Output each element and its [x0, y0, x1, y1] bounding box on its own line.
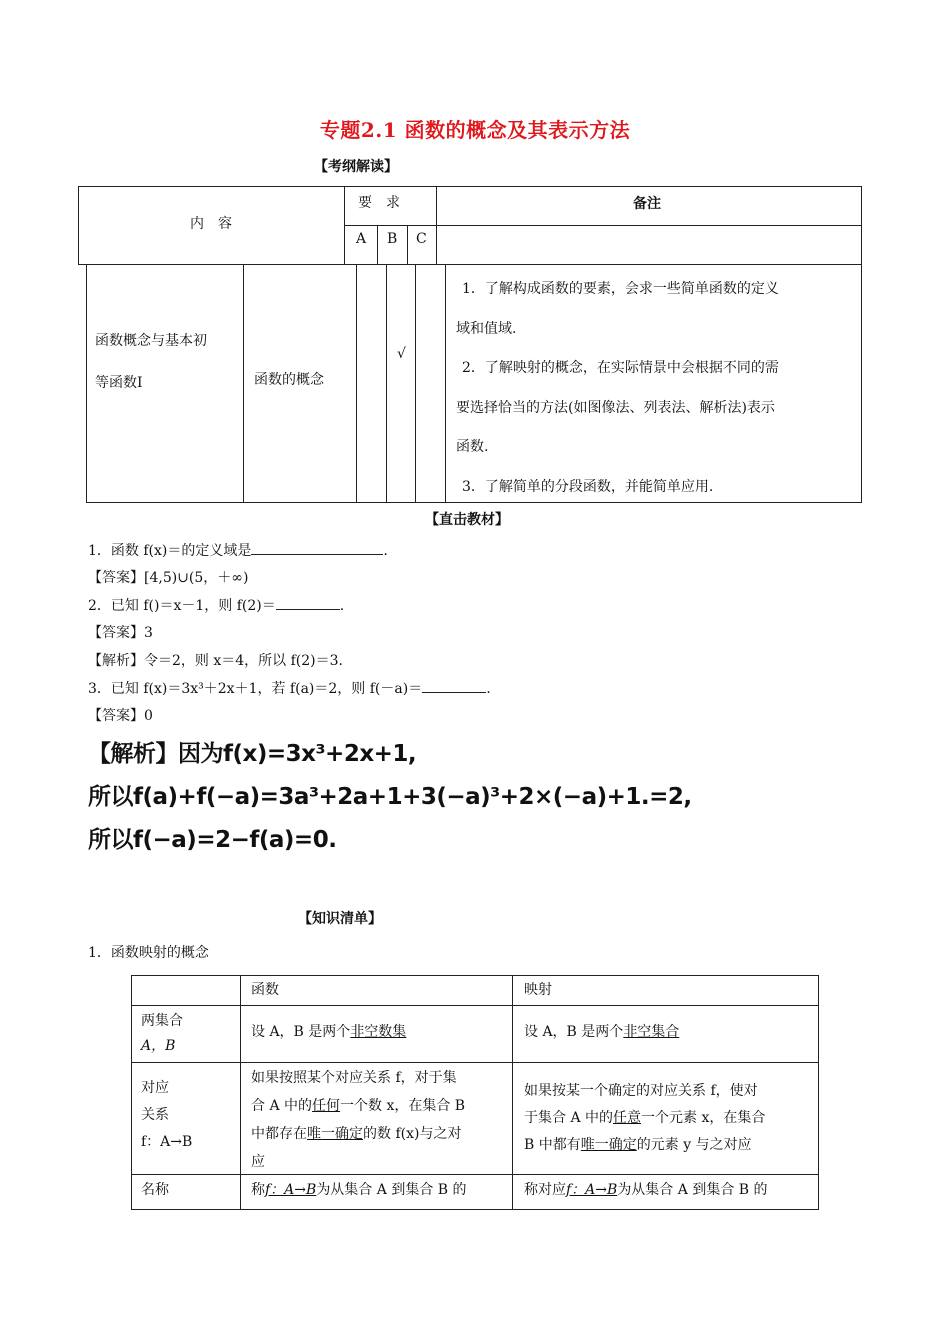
answer-blank [276, 595, 340, 610]
cell-text: 设 A，B 是两个 [251, 1024, 351, 1040]
section-heading-syllabus: 【考纲解读】 [314, 159, 398, 175]
row-name-label: 名称 [141, 1182, 169, 1198]
row-item: 函数的概念 [254, 372, 324, 388]
cell-text: 为从集合 A 到集合 B 的 [316, 1182, 467, 1198]
cell-line [524, 1132, 765, 1159]
note-line: 要选择恰当的方法(如图像法、列表法、解析法)表示 [456, 399, 775, 416]
row-correspondence-mapping [524, 1078, 765, 1159]
label-line: 两集合 [141, 1013, 183, 1029]
row-category-line2: 等函数Ⅰ [95, 375, 143, 391]
underlined-term: 唯一确定 [580, 1137, 637, 1153]
page-title: 专题2.1 函数的概念及其表示方法 [319, 118, 631, 142]
header-note: 备注 [633, 196, 661, 212]
row-name-function [251, 1179, 467, 1199]
cell-line [251, 1120, 465, 1148]
cell-text: 一个元素 x，在集合 [641, 1110, 766, 1126]
question-3: 3．已知 f(x)＝3x³＋2x＋1，若 f(a)＝2，则 f(－a)＝ . [88, 678, 491, 698]
check-mark: √ [397, 346, 406, 362]
note-text [456, 270, 779, 507]
level-c: C [416, 231, 427, 247]
answer-1: 【答案】[4,5)∪(5，＋∞) [88, 570, 249, 586]
answer-2: 【答案】3 [88, 625, 153, 641]
header-function: 函数 [251, 982, 279, 998]
note-line: 2．了解映射的概念，在实际情景中会根据不同的需 [462, 360, 779, 376]
cell-text: 为从集合 A 到集合 B 的 [617, 1182, 768, 1198]
row-correspondence-function [251, 1064, 465, 1176]
underlined-term: 唯一确定 [307, 1126, 363, 1142]
solution-line: 所以f(a)+f(−a)=3a³+2a+1+3(−a)³+2×(−a)+1.=2, [88, 784, 692, 810]
explanation-2: 【解析】令＝2，则 x＝4，所以 f(2)＝3. [88, 653, 343, 669]
header-requirement: 要 求 [358, 195, 400, 211]
underlined-term: 任意 [613, 1110, 642, 1126]
label-line: 对应 [141, 1080, 169, 1096]
cell-line [251, 1092, 465, 1120]
solution-line: 【解析】因为f(x)=3x³+2x+1, [88, 741, 417, 767]
cell-line: 如果按某一个确定的对应关系 f，使对 [524, 1083, 758, 1099]
answer-blank [251, 540, 383, 555]
section-heading-knowledge: 【知识清单】 [298, 911, 382, 927]
question-1-text: 1．函数 f(x)＝的定义域是 [88, 543, 252, 559]
note-line: 函数. [456, 439, 489, 455]
cell-text: 称 [251, 1182, 265, 1198]
underlined-term: 非空集合 [623, 1024, 680, 1040]
underlined-term: f：A→B [265, 1182, 317, 1198]
cell-line: 应 [251, 1154, 265, 1170]
note-line: 3．了解简单的分段函数，并能简单应用. [462, 478, 714, 495]
underlined-term: 任何 [312, 1098, 341, 1114]
cell-text: 一个数 x，在集合 B [340, 1098, 466, 1114]
level-a: A [356, 231, 367, 247]
header-mapping: 映射 [524, 982, 552, 998]
row-sets-label [141, 1009, 183, 1059]
header-content: 内 容 [190, 216, 232, 232]
solution-line: 所以f(−a)=2−f(a)=0. [88, 827, 337, 853]
cell-text: 称对应 [524, 1182, 566, 1198]
cell-text: 合 A 中的 [251, 1098, 313, 1114]
answer-blank [422, 678, 486, 693]
cell-line [524, 1105, 765, 1132]
question-2-text: 2．已知 f()＝x－1，则 f(2)＝ [88, 598, 276, 614]
row-name-mapping [524, 1179, 768, 1199]
cell-text: 设 A，B 是两个 [524, 1024, 624, 1040]
knowledge-item-1: 1．函数映射的概念 [88, 945, 209, 961]
note-line: 域和值域. [456, 320, 517, 337]
row-sets-mapping [524, 1021, 679, 1041]
cell-text: 中都存在 [251, 1126, 307, 1142]
underlined-term: f：A→B [566, 1182, 618, 1198]
section-heading-textbook: 【直击教材】 [425, 512, 509, 528]
question-3-text: 3．已知 f(x)＝3x³＋2x＋1，若 f(a)＝2，则 f(－a)＝ [88, 681, 423, 697]
cell-line: 如果按照某个对应关系 f，对于集 [251, 1070, 457, 1086]
label-line: A，B [141, 1038, 176, 1054]
cell-text: 于集合 A 中的 [524, 1110, 614, 1126]
cell-text: B 中都有 [524, 1137, 581, 1153]
label-line: f：A→B [141, 1134, 193, 1150]
question-2: 2．已知 f()＝x－1，则 f(2)＝ . [88, 595, 344, 615]
row-category-line1: 函数概念与基本初 [95, 333, 207, 349]
note-line: 1．了解构成函数的要素，会求一些简单函数的定义 [462, 281, 779, 297]
cell-text: 的数 f(x)与之对 [363, 1126, 462, 1142]
underlined-term: 非空数集 [350, 1024, 407, 1040]
cell-text: 的元素 y 与之对应 [636, 1137, 752, 1153]
level-b: B [387, 231, 398, 247]
question-1: 1．函数 f(x)＝的定义域是 . [88, 540, 388, 560]
label-line: 关系 [141, 1107, 169, 1123]
answer-3: 【答案】0 [88, 708, 153, 724]
row-correspondence-label [141, 1075, 192, 1156]
row-sets-function [251, 1021, 406, 1041]
